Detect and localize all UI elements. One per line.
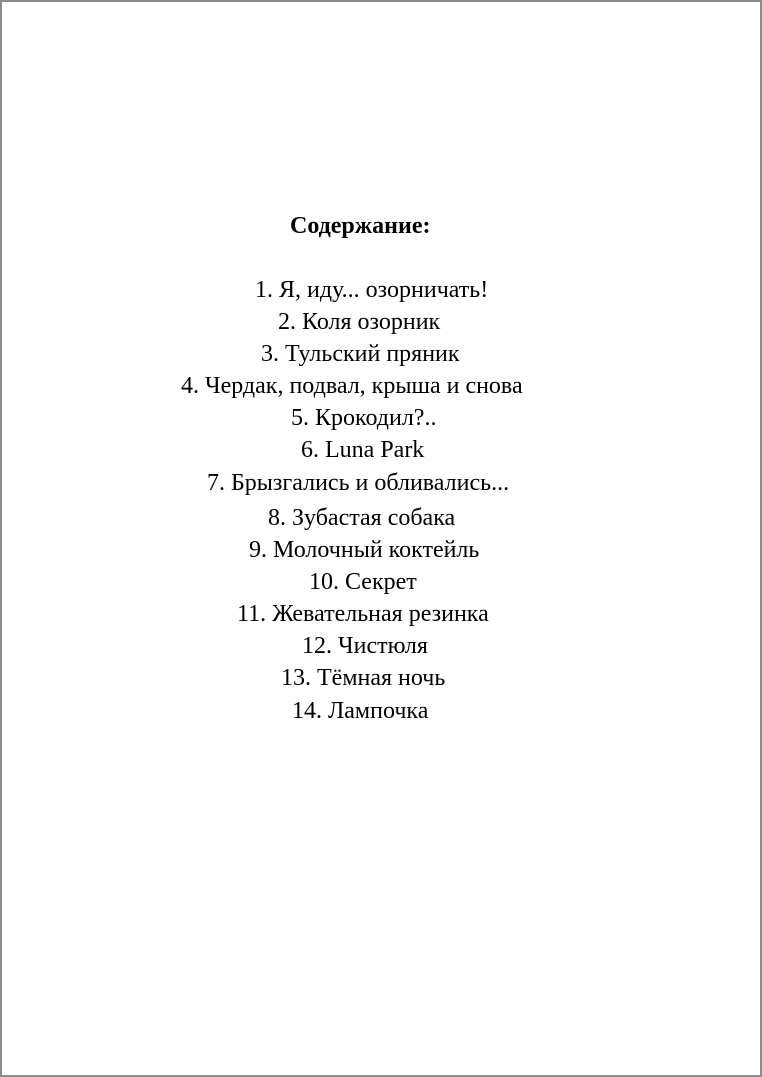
toc-item: 3. Тульский пряник xyxy=(261,341,460,367)
toc-item: 2. Коля озорник xyxy=(278,309,441,335)
toc-item: 10. Секрет xyxy=(309,569,417,595)
toc-item: 9. Молочный коктейль xyxy=(249,537,480,563)
toc-item: 12. Чистюля xyxy=(302,633,428,659)
toc-item: 14. Лампочка xyxy=(292,698,429,724)
toc-item: 13. Тёмная ночь xyxy=(281,665,446,691)
toc-item: 8. Зубастая собака xyxy=(268,505,456,531)
toc-item: 11. Жевательная резинка xyxy=(237,601,489,627)
toc-item: 4. Чердак, подвал, крыша и снова xyxy=(181,373,523,399)
toc-item: 7. Брызгались и обливались... xyxy=(207,470,510,496)
page-title: Содержание: xyxy=(290,213,431,239)
toc-item: 1. Я, иду... озорничать! xyxy=(255,277,489,303)
toc-item: 6. Luna Park xyxy=(301,437,425,463)
toc-item: 5. Крокодил?.. xyxy=(291,405,437,431)
